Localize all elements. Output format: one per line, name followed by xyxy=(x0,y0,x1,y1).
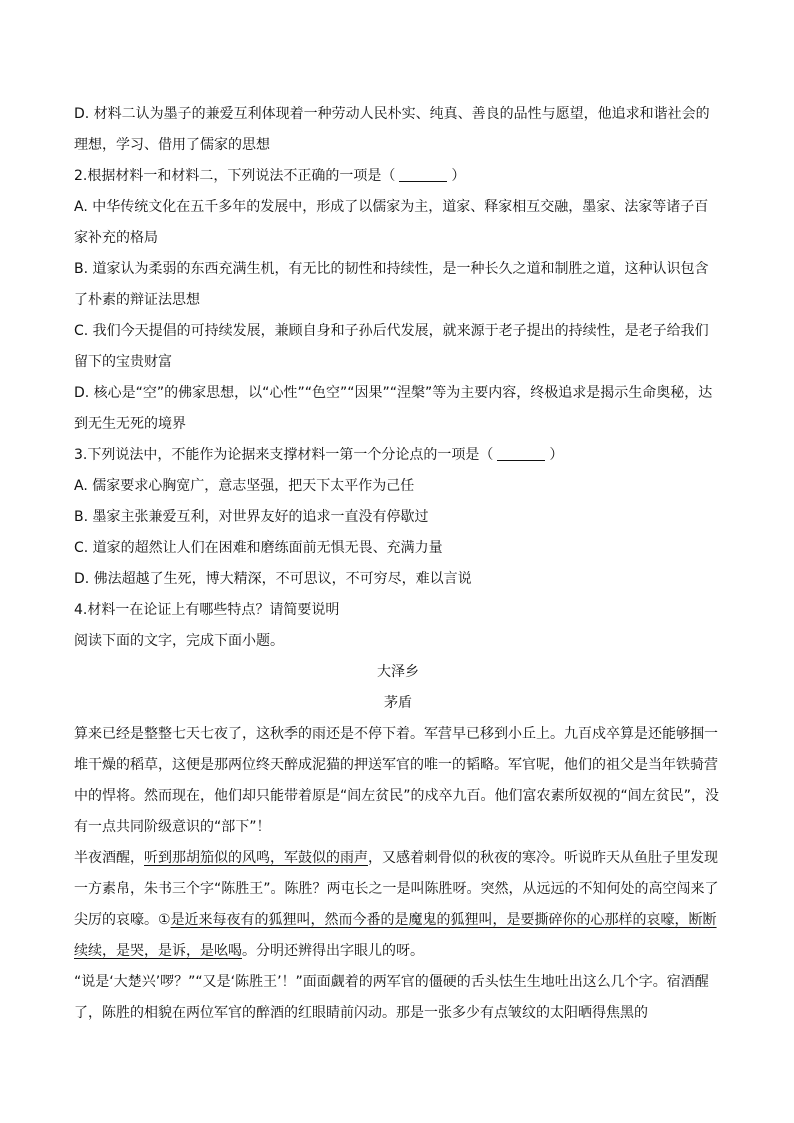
q3-answer-blank[interactable] xyxy=(497,446,545,461)
q1-option-d: D. 材料二认为墨子的兼爱互利体现着一种劳动人民朴实、纯真、善良的品性与愿望，他追求和谐社会的理想，学习、借用了儒家的思想 xyxy=(74,106,710,153)
q4-stem: 4.材料一在论证上有哪些特点？请简要说明 xyxy=(74,602,340,618)
q2-option-a: A. 中华传统文化在五千多年的发展中，形成了以儒家为主，道家、释家相互交融，墨家、法家等诸子百家补充的格局 xyxy=(74,199,709,246)
reading-instruction: 阅读下面的文字，完成下面小题。 xyxy=(74,633,284,649)
article-paragraph-2 xyxy=(74,843,722,967)
article-paragraph-1: 算来已经是整整七天七夜了，这秋季的雨还是不停下着。军营早已移到小丘上。九百戍卒算是还能够掴一堆干燥的稻草，这便是那两位终天醉成泥猫的押送军官的唯一的韬略。军官呢，他们的祖父是当年铁骑营中的悍将。然而现在，他们却只能带着原是“闾左贫民”的戍卒九百。他们富农素所奴视的“闾左贫民”，没有一点共同阶级意识的“部下”！ xyxy=(74,726,720,835)
article-paragraph-3: “说是‘大楚兴’啰？”“又是‘陈胜王’！”面面觑着的两军官的僵硬的舌头怯生生地吐出这么几个字。宿酒醒了，陈胜的相貌在两位军官的醉酒的红眼睛前闪动。那是一张多少有点皱纹的太阳晒得焦黑的 xyxy=(74,974,709,1021)
para2-text-a: 半夜酒醒， xyxy=(74,850,144,866)
q3-stem-close: ） xyxy=(549,447,564,463)
q2-answer-blank[interactable] xyxy=(399,167,447,182)
q3-option-c: C. 道家的超然让人们在困难和磨练面前无惧无畏、充满力量 xyxy=(74,540,443,556)
q2-option-c: C. 我们今天提倡的可持续发展，兼顾自身和子孙后代发展，就来源于老子提出的持续性，是老子给我们留下的宝贵财富 xyxy=(74,323,709,370)
q2-stem-text: 2.根据材料一和材料二，下列说法不正确的一项是（ xyxy=(74,168,396,184)
q2-stem-close: ） xyxy=(451,168,466,184)
q2-option-d: D. 核心是“空”的佛家思想，以“心性”“色空”“因果”“涅槃”等为主要内容，终极追求是揭示生命奥秘，达到无生无死的境界 xyxy=(74,385,713,432)
para2-text-b: ，又感着刺骨似的秋夜的寒冷。听说昨天从鱼肚子里发现一方素帛，朱书三个字“陈胜王”。陈胜？两屯长之一是叫陈胜呀。突然，从远远的不知何处的高空闯来了尖厉的哀嚎。① xyxy=(74,850,719,928)
article-title: 大泽乡 xyxy=(377,664,419,680)
para2-underlined-1: 听到那胡笳似的风鸣，军鼓似的雨声 xyxy=(144,850,368,866)
para2-text-c: 。分明还辨得出字眼儿的呀。 xyxy=(242,943,424,959)
para2-underlined-2: 是近来每夜有的狐狸叫，然而今番的是魔鬼的狐狸叫，是要撕碎你的心那样的哀嚎，断断续续，是哭，是诉，是吆喝 xyxy=(74,912,717,959)
q3-stem xyxy=(74,440,722,471)
article-author: 茅盾 xyxy=(384,695,412,711)
q2-option-b: B. 道家认为柔弱的东西充满生机，有无比的韧性和持续性，是一种长久之道和制胜之道，这种认识包含了朴素的辩证法思想 xyxy=(74,261,709,308)
q3-option-a: A. 儒家要求心胸宽广，意志坚强，把天下太平作为己任 xyxy=(74,478,415,494)
q3-option-b: B. 墨家主张兼爱互利，对世界友好的追求一直没有停歇过 xyxy=(74,509,429,525)
q3-stem-text: 3.下列说法中，不能作为论据来支撑材料一第一个分论点的一项是（ xyxy=(74,447,494,463)
q3-option-d: D. 佛法超越了生死，博大精深，不可思议，不可穷尽，难以言说 xyxy=(74,571,472,587)
q2-stem xyxy=(74,161,722,192)
document-page xyxy=(74,99,722,1029)
